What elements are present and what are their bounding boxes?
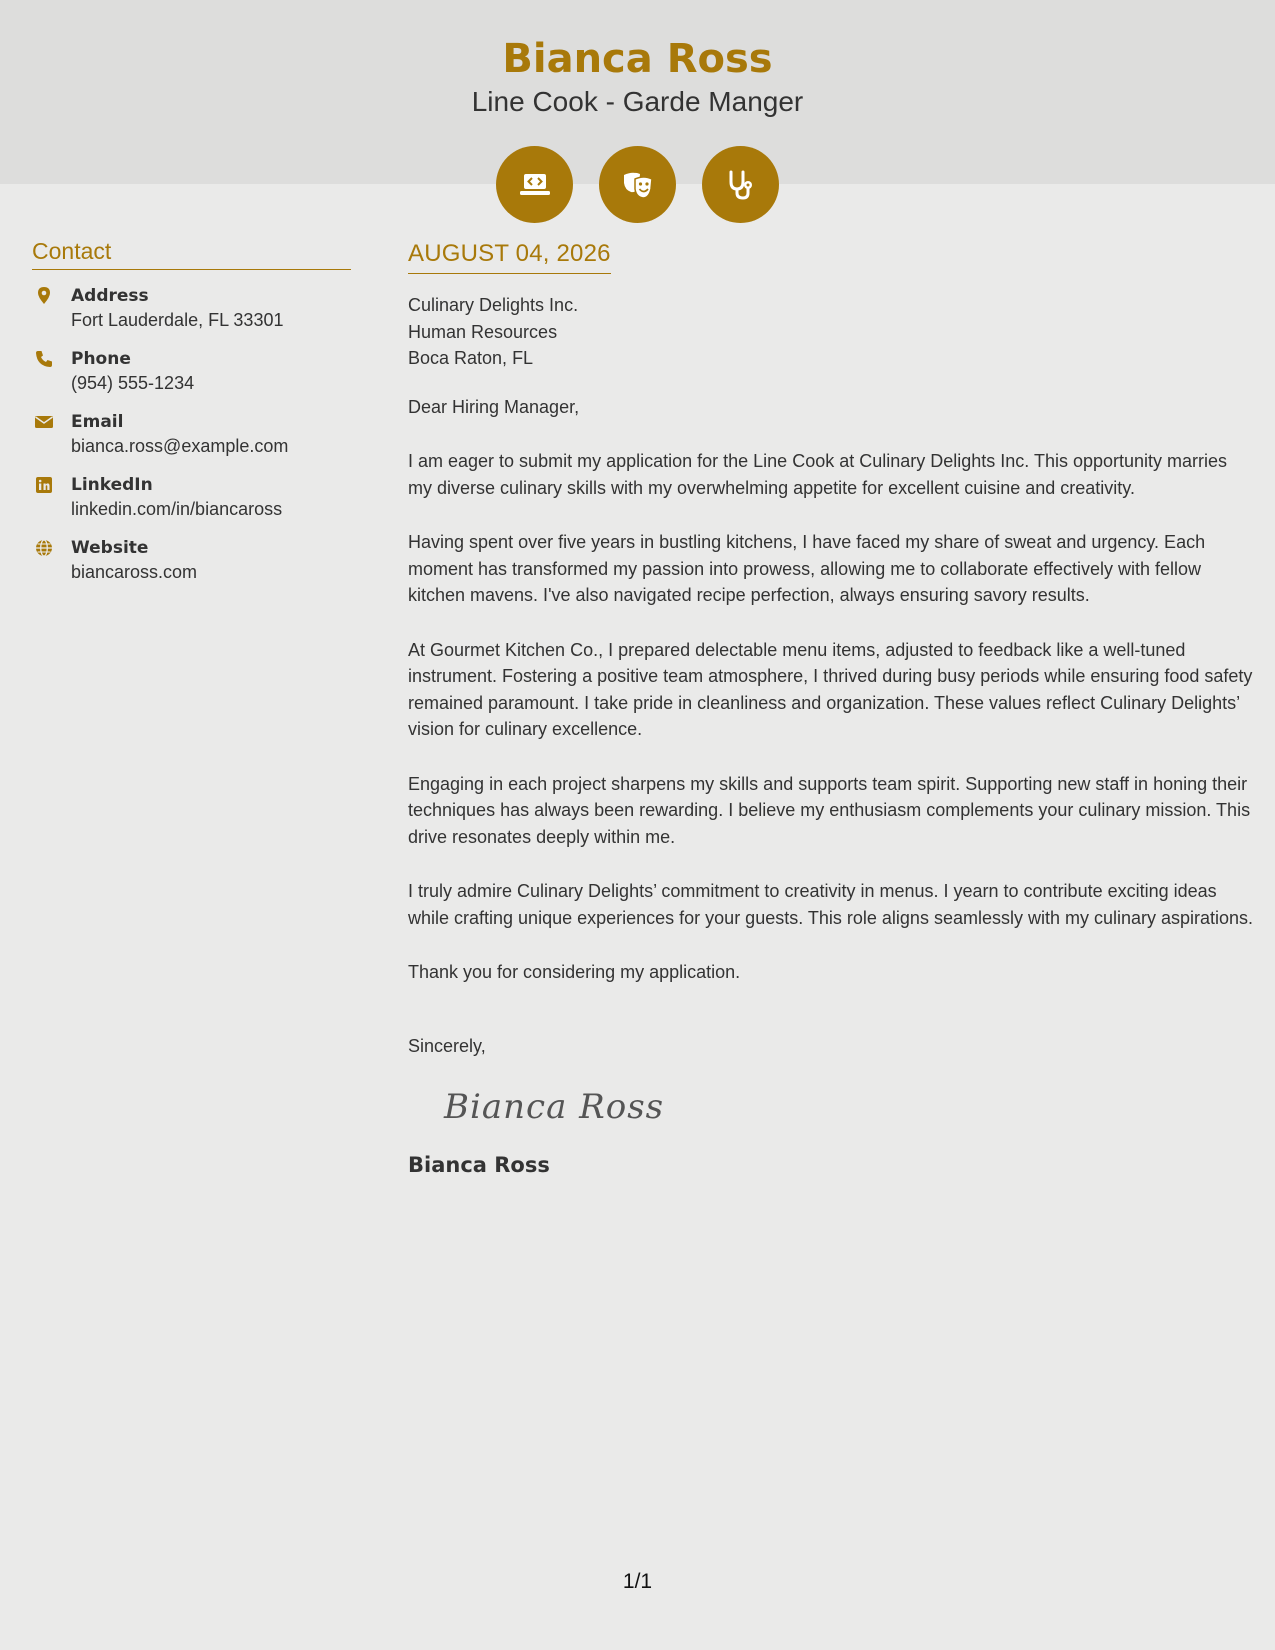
paragraph-5: I truly admire Culinary Delights’ commitment to creativity in menus. I yearn to contribute exciting ideas while crafting unique experiences for your guests. This role aligns seamlessly with my culinary aspirations. xyxy=(408,881,1254,928)
contact-website xyxy=(32,536,351,585)
paragraph-1: I am eager to submit my application for the Line Cook at Culinary Delights Inc. This opportunity marries my diverse culinary skills with my overwhelming appetite for excellent cuisine and creativity. xyxy=(408,451,1228,498)
signer-name: Bianca Ross xyxy=(408,1152,550,1177)
applicant-name: Bianca Ross xyxy=(502,36,773,82)
paragraph-6: Thank you for considering my application. xyxy=(408,962,741,982)
stethoscope-icon xyxy=(702,146,779,223)
website-label: Website xyxy=(71,538,149,558)
address-label: Address xyxy=(71,286,149,306)
handwritten-signature: Bianca Ross xyxy=(444,1086,665,1127)
salutation: Dear Hiring Manager, xyxy=(408,396,580,417)
email-label: Email xyxy=(71,412,124,432)
page-number: 1/1 xyxy=(622,1570,653,1593)
recipient-company: Culinary Delights Inc. xyxy=(408,295,579,315)
paragraph-3: At Gourmet Kitchen Co., I prepared delectable menu items, adjusted to feedback like a well-tuned instrument. Fostering a positive team atmosphere, I thrived during busy periods while ensuring food safety remained paramount. I take pride in cleanliness and organization. These values reflect Culinary Delights’ vision for culinary excellence. xyxy=(408,639,1253,739)
phone-label: Phone xyxy=(71,349,131,369)
theater-masks-icon xyxy=(599,146,676,223)
map-pin-icon xyxy=(34,286,54,306)
recipient-block xyxy=(408,292,1254,372)
contact-sidebar xyxy=(32,238,351,585)
address-value: Fort Lauderdale, FL 33301 xyxy=(71,310,284,330)
envelope-icon xyxy=(34,412,54,432)
contact-address xyxy=(32,284,351,333)
laptop-code-icon xyxy=(496,146,573,223)
contact-heading: Contact xyxy=(32,238,351,270)
email-value[interactable]: bianca.ross@example.com xyxy=(71,436,289,456)
phone-value: (954) 555-1234 xyxy=(71,373,195,393)
contact-email xyxy=(32,410,351,459)
recipient-location: Boca Raton, FL xyxy=(408,348,534,368)
closing: Sincerely, xyxy=(408,1035,486,1056)
globe-icon xyxy=(34,538,54,558)
linkedin-label: LinkedIn xyxy=(71,475,153,495)
paragraph-2: Having spent over five years in bustling kitchens, I have faced my share of sweat and urgency. Each moment has transformed my passion into prowess, allowing me to collaborate effectively with fellow kitchen mavens. I've also navigated recipe perfection, always ensuring savory results. xyxy=(408,532,1206,605)
header-icons xyxy=(0,146,1275,223)
linkedin-value[interactable]: linkedin.com/in/biancaross xyxy=(71,499,283,519)
linkedin-icon xyxy=(34,475,54,495)
paragraph-4: Engaging in each project sharpens my skills and supports team spirit. Supporting new staff in honing their techniques has always been rewarding. I believe my enthusiasm complements your culinary mission. This drive resonates deeply within me. xyxy=(408,773,1251,847)
letter-body xyxy=(408,240,1254,1177)
website-value[interactable]: biancaross.com xyxy=(71,562,198,582)
contact-phone xyxy=(32,347,351,396)
letter-date: AUGUST 04, 2026 xyxy=(408,240,611,274)
job-title: Line Cook - Garde Manger xyxy=(471,86,804,117)
contact-linkedin xyxy=(32,473,351,522)
phone-icon xyxy=(34,349,54,369)
recipient-department: Human Resources xyxy=(408,321,558,342)
